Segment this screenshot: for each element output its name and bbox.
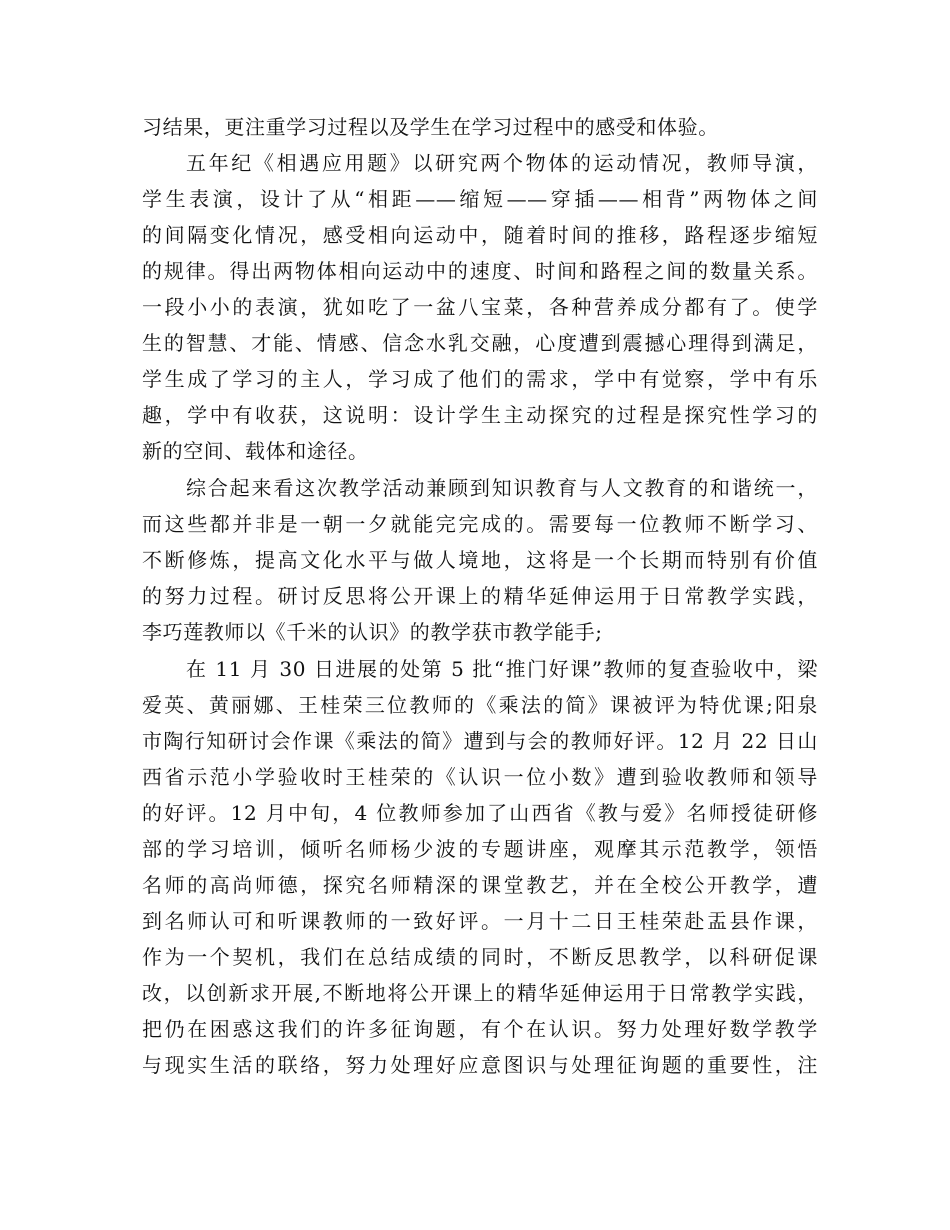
text-line: 新的空间、载体和途径。	[142, 439, 369, 463]
text-line: 而这些都并非是一朝一夕就能完完成的。需要每一位教师不断学习、	[142, 512, 818, 536]
paragraph-start-line: 五年纪《相遇应用题》以研究两个物体的运动情况，教师导演，	[186, 151, 818, 175]
text-line: 生的智慧、才能、情感、信念水乳交融，心度遭到震撼心理得到满足，	[142, 331, 818, 355]
text-line: 的间隔变化情况，感受相向运动中，随着时间的推移，路程逐步缩短	[142, 223, 818, 247]
text-line: 到名师认可和听课教师的一致好评。一月十二日王桂荣赴盂县作课，	[142, 909, 818, 933]
text-line: 习结果，更注重学习过程以及学生在学习过程中的感受和体验。	[142, 115, 719, 139]
text-line: 的规律。得出两物体相向运动中的速度、时间和路程之间的数量关系。	[142, 259, 818, 283]
text-line: 与现实生活的联络，努力处理好应意图识与处理征询题的重要性，注	[142, 1053, 818, 1077]
text-line: 爱英、黄丽娜、王桂荣三位教师的《乘法的简》课被评为特优课;阳泉	[142, 693, 818, 717]
text-line: 不断修炼，提高文化水平与做人境地，这将是一个长期而特别有价值	[142, 548, 818, 572]
text-line: 一段小小的表演，犹如吃了一盆八宝菜，各种营养成分都有了。使学	[142, 295, 818, 319]
text-line: 学生表演，设计了从“相距——缩短——穿插——相背”两物体之间	[142, 187, 818, 211]
paragraph-start-line: 在 11 月 30 日进展的处第 5 批“推门好课”教师的复查验收中，梁	[186, 657, 818, 681]
text-line: 部的学习培训，倾听名师杨少波的专题讲座，观摩其示范教学，领悟	[142, 837, 818, 861]
text-line: 改，以创新求开展,不断地将公开课上的精华延伸运用于日常教学实践，	[142, 981, 818, 1005]
text-line: 西省示范小学验收时王桂荣的《认识一位小数》遭到验收教师和领导	[142, 765, 818, 789]
text-line: 李巧莲教师以《千米的认识》的教学获市教学能手;	[142, 620, 603, 644]
text-line: 把仍在困惑这我们的许多征询题，有个在认识。努力处理好数学教学	[142, 1017, 818, 1041]
text-line: 的努力过程。研讨反思将公开课上的精华延伸运用于日常教学实践，	[142, 584, 818, 608]
text-line: 的好评。12 月中旬，4 位教师参加了山西省《教与爱》名师授徒研修	[142, 801, 818, 825]
text-line: 学生成了学习的主人，学习成了他们的需求，学中有觉察，学中有乐	[142, 367, 818, 391]
text-line: 作为一个契机，我们在总结成绩的同时，不断反思教学，以科研促课	[142, 945, 818, 969]
text-line: 名师的高尚师德，探究名师精深的课堂教艺，并在全校公开教学，遭	[142, 873, 818, 897]
text-line: 市陶行知研讨会作课《乘法的简》遭到与会的教师好评。12 月 22 日山	[142, 729, 818, 753]
paragraph-start-line: 综合起来看这次教学活动兼顾到知识教育与人文教育的和谐统一，	[186, 476, 818, 500]
text-line: 趣，学中有收获，这说明：设计学生主动探究的过程是探究性学习的	[142, 403, 818, 427]
